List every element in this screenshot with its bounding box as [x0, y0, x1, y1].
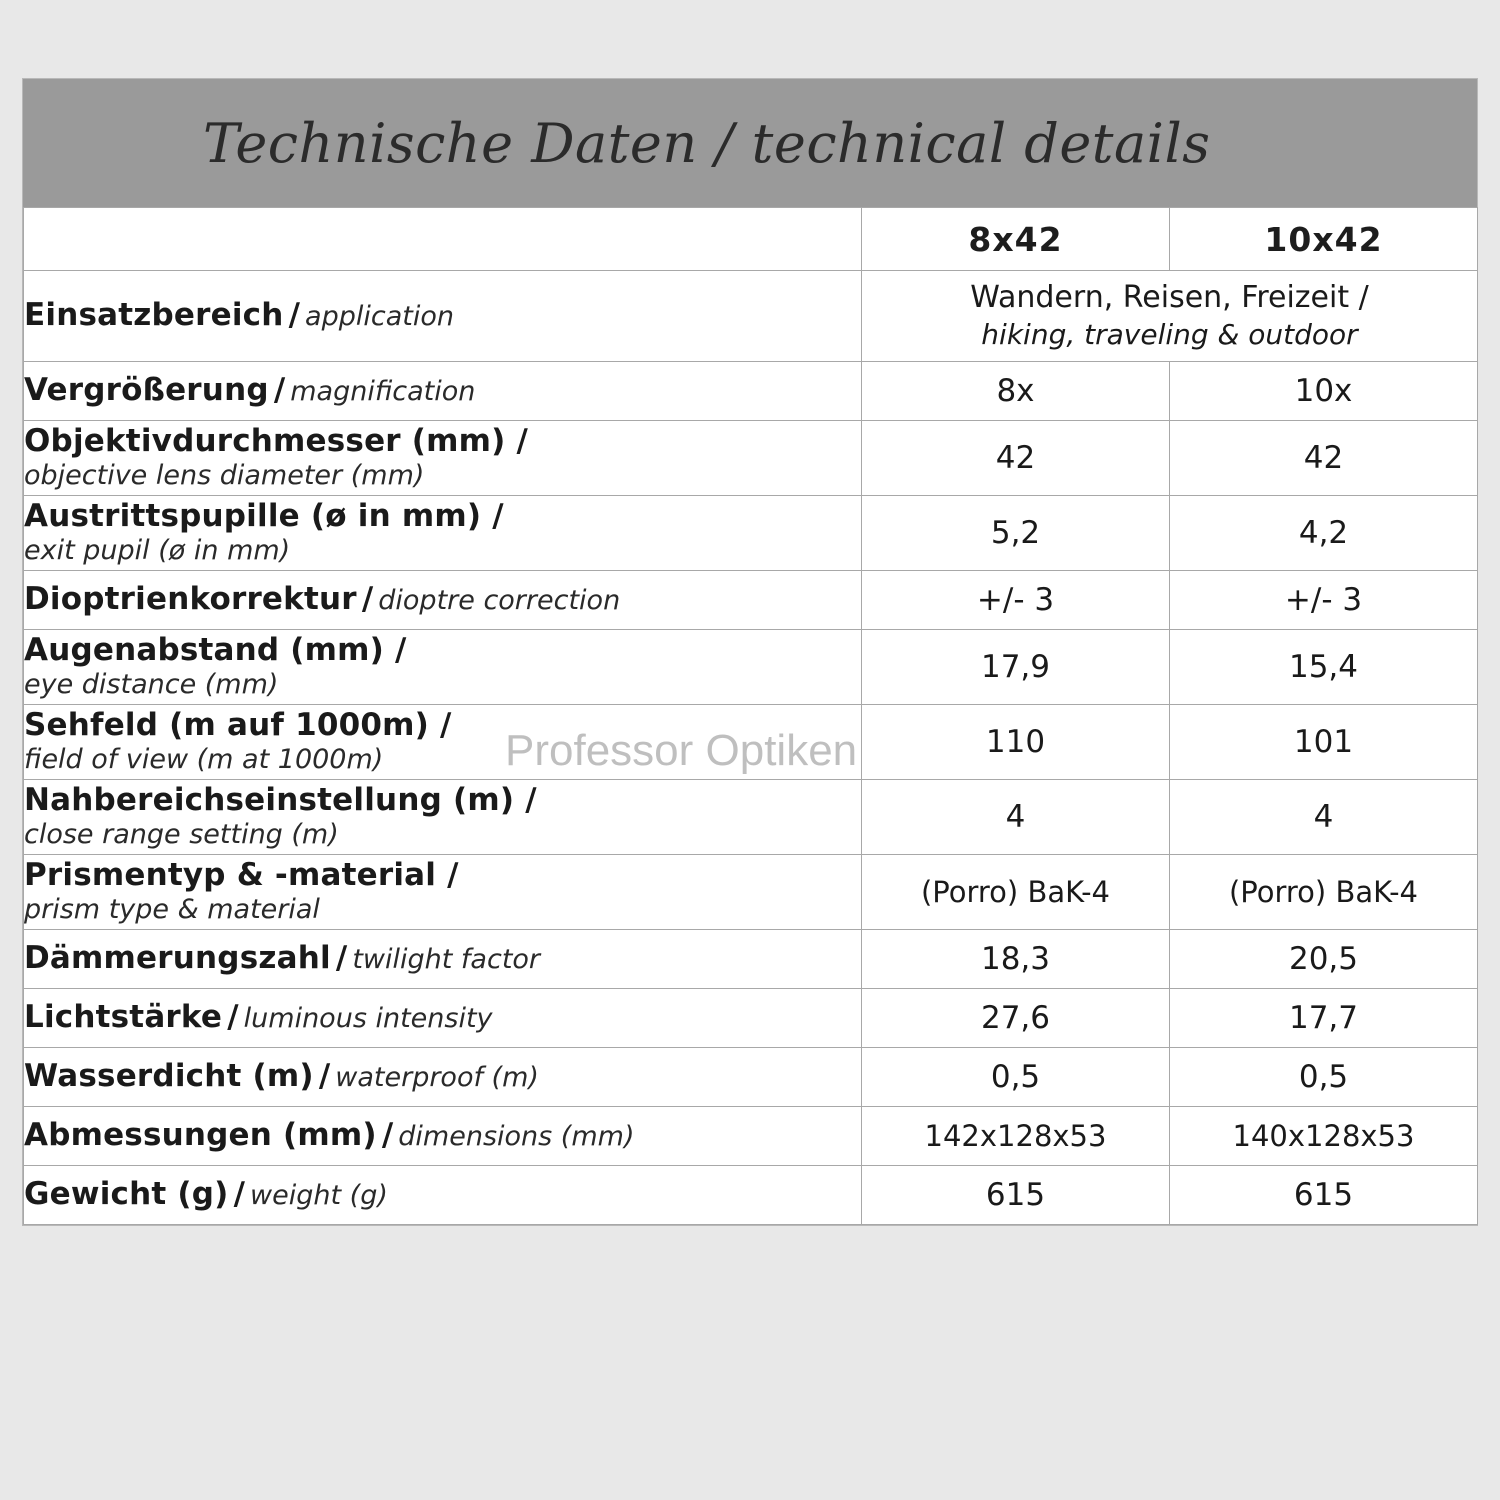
label-de: Vergrößerung [24, 372, 269, 409]
table-row [24, 930, 1478, 989]
value-8x42: 18,3 [862, 930, 1170, 989]
table-row [24, 705, 1478, 780]
table-row [24, 780, 1478, 855]
value-10x42: 615 [1170, 1166, 1478, 1225]
spec-sheet [22, 78, 1478, 1226]
value-10x42: (Porro) BaK-4 [1170, 855, 1478, 930]
label-separator: / [273, 372, 286, 409]
value-8x42: 27,6 [862, 989, 1170, 1048]
label-en: prism type & material [24, 894, 320, 926]
table-row [24, 496, 1478, 571]
label-en: luminous intensity [243, 1003, 493, 1035]
technical-details-table [23, 207, 1478, 1225]
value-10x42: 101 [1170, 705, 1478, 780]
label-de: Augenabstand (mm) / [24, 631, 407, 668]
table-row [24, 989, 1478, 1048]
value-8x42: 0,5 [862, 1048, 1170, 1107]
label-en: eye distance (mm) [24, 669, 279, 701]
label-en: waterproof (m) [335, 1062, 539, 1094]
label-de: Dioptrienkorrektur [24, 581, 357, 618]
value-8x42: 8x [862, 362, 1170, 421]
value-8x42: +/- 3 [862, 571, 1170, 630]
table-header-row [24, 208, 1478, 271]
value-8x42: 4 [862, 780, 1170, 855]
row-label-weight [24, 1166, 862, 1225]
watermark: Professor Optiken [505, 726, 858, 775]
table-row [24, 1166, 1478, 1225]
label-en: application [305, 301, 454, 333]
table-row [24, 421, 1478, 496]
value-en-line: hiking, traveling & outdoor [981, 318, 1358, 352]
label-de: Einsatzbereich [24, 297, 284, 334]
row-value-application [862, 271, 1478, 362]
row-label-twilight-factor [24, 930, 862, 989]
table-row [24, 271, 1478, 362]
row-label-luminous-intensity [24, 989, 862, 1048]
label-en: magnification [290, 376, 476, 408]
value-8x42: 615 [862, 1166, 1170, 1225]
value-10x42: 10x [1170, 362, 1478, 421]
title-bar [23, 79, 1477, 207]
value-10x42: 17,7 [1170, 989, 1478, 1048]
label-de: Austrittspupille (ø in mm) / [24, 497, 504, 534]
row-label-waterproof [24, 1048, 862, 1107]
row-label-application [24, 271, 862, 362]
label-de: Lichtstärke [24, 999, 223, 1036]
label-en: twilight factor [352, 944, 541, 976]
value-10x42: 0,5 [1170, 1048, 1478, 1107]
label-separator: / [381, 1117, 394, 1154]
row-label-magnification [24, 362, 862, 421]
value-10x42: 4,2 [1170, 496, 1478, 571]
value-de-line: Wandern, Reisen, Freizeit / [970, 280, 1369, 316]
label-en: field of view (m at 1000m) [24, 744, 384, 776]
label-de: Objektivdurchmesser (mm) / [24, 422, 529, 459]
label-de: Gewicht (g) [24, 1176, 229, 1213]
header-cell-8x42: 8x42 [862, 208, 1170, 271]
page-title: Technische Daten / technical details [203, 111, 1211, 175]
row-label-close-range [24, 780, 862, 855]
label-separator: / [318, 1058, 331, 1095]
label-separator: / [227, 999, 239, 1036]
value-8x42: (Porro) BaK-4 [862, 855, 1170, 930]
header-cell-10x42: 10x42 [1170, 208, 1478, 271]
label-en: close range setting (m) [24, 819, 339, 851]
value-10x42: 140x128x53 [1170, 1107, 1478, 1166]
table-row [24, 571, 1478, 630]
label-de: Prismentyp & -material / [24, 856, 459, 893]
label-en: exit pupil (ø in mm) [24, 535, 291, 567]
label-en: weight (g) [250, 1180, 388, 1212]
row-label-dioptre-correction [24, 571, 862, 630]
label-separator: / [361, 581, 374, 618]
value-8x42: 142x128x53 [862, 1107, 1170, 1166]
label-separator: / [233, 1176, 245, 1213]
row-label-eye-distance [24, 630, 862, 705]
table-row [24, 855, 1478, 930]
label-en: dimensions (mm) [398, 1121, 635, 1153]
table-row [24, 362, 1478, 421]
value-8x42: 5,2 [862, 496, 1170, 571]
value-8x42: 42 [862, 421, 1170, 496]
label-de: Wasserdicht (m) [24, 1058, 314, 1095]
value-10x42: +/- 3 [1170, 571, 1478, 630]
row-label-prism-type [24, 855, 862, 930]
label-en: dioptre correction [378, 585, 621, 617]
value-10x42: 4 [1170, 780, 1478, 855]
label-de: Sehfeld (m auf 1000m) / [24, 706, 452, 743]
label-en: objective lens diameter (mm) [24, 460, 425, 492]
header-cell-empty [24, 208, 862, 271]
value-8x42: 110 [862, 705, 1170, 780]
row-label-dimensions [24, 1107, 862, 1166]
table-row [24, 1107, 1478, 1166]
value-10x42: 20,5 [1170, 930, 1478, 989]
row-label-exit-pupil [24, 496, 862, 571]
label-de: Dämmerungszahl [24, 940, 331, 977]
label-separator: / [288, 297, 300, 334]
value-10x42: 15,4 [1170, 630, 1478, 705]
value-8x42: 17,9 [862, 630, 1170, 705]
label-de: Abmessungen (mm) [24, 1117, 377, 1154]
label-de: Nahbereichseinstellung (m) / [24, 781, 537, 818]
row-label-objective-diameter [24, 421, 862, 496]
row-label-field-of-view [24, 705, 862, 780]
value-10x42: 42 [1170, 421, 1478, 496]
table-row [24, 630, 1478, 705]
table-row [24, 1048, 1478, 1107]
label-separator: / [335, 940, 348, 977]
